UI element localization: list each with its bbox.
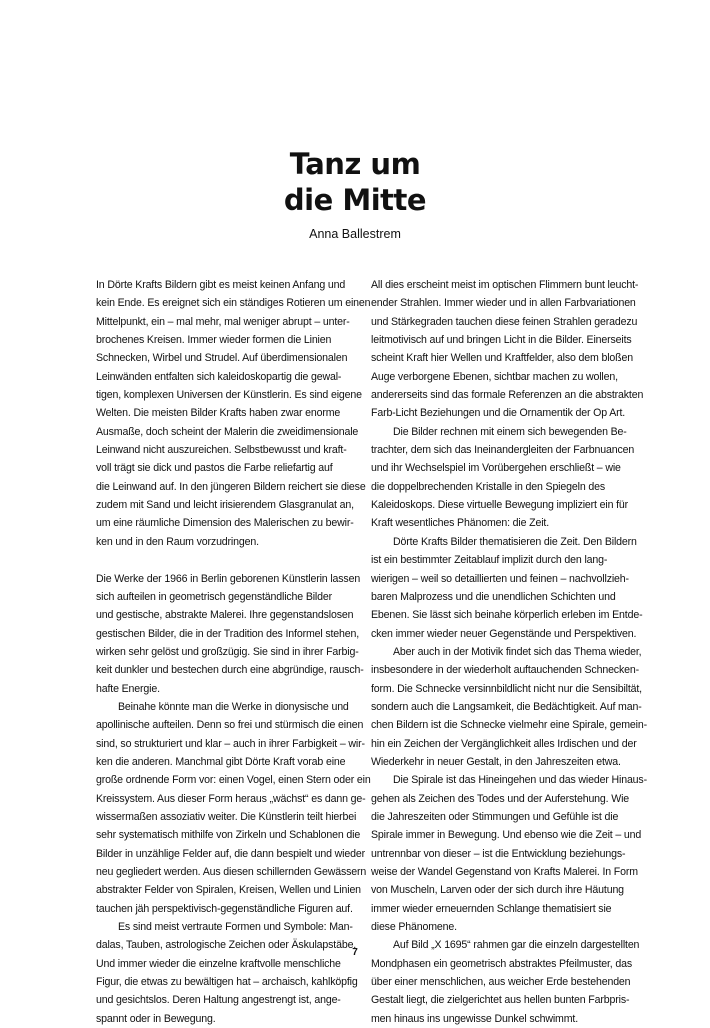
left-text-column <box>96 276 371 1028</box>
text-line: Die Bilder rechnen mit einem sich bewegenden Be- <box>393 425 627 438</box>
text-line: sondern auch die Langsamkeit, die Bedächtigkeit. Auf man- <box>371 700 642 713</box>
text-line: brochenes Kreisen. Immer wieder formen die Linien <box>96 334 332 347</box>
text-line: Dörte Krafts Bilder thematisieren die Zeit. Den Bildern <box>393 535 637 548</box>
text-line: Mittelpunkt, ein – mal mehr, mal weniger abrupt – unter- <box>96 315 350 328</box>
text-line: sich aufteilen in geometrisch gegenständliche Bilder <box>96 590 333 603</box>
text-line: und Stärkegraden tauchen diese feinen Strahlen geradezu <box>371 315 638 328</box>
text-line: Und immer wieder die einzelne kraftvolle menschliche <box>96 957 341 970</box>
text-line: dalas, Tauben, astrologische Zeichen oder Äskulapstäbe. <box>96 939 357 952</box>
text-line: kein Ende. Es ereignet sich ein ständiges Rotieren um einen <box>96 297 371 310</box>
text-line: abstrakter Felder von Spiralen, Kreisen, Wellen und Linien <box>96 884 361 897</box>
text-line: trachter, dem sich das Ineinandergleiten der Farbnuancen <box>371 444 635 457</box>
text-line: gehen als Zeichen des Todes und der Auferstehung. Wie <box>371 792 630 805</box>
paragraph <box>371 533 646 643</box>
text-line: Beinahe könnte man die Werke in dionysische und <box>118 700 349 713</box>
paragraph <box>96 570 371 698</box>
article-title-line-2: die Mitte <box>283 183 427 217</box>
page-number: 7 <box>352 947 358 958</box>
text-line: hin ein Zeichen der Vergänglichkeit alles Irdischen und der <box>371 737 637 750</box>
text-line: die Jahreszeiten oder Stimmungen und Gefühle ist die <box>371 810 619 823</box>
text-line: um eine räumliche Dimension des Malerischen zu bewir- <box>96 517 354 530</box>
text-line: spannt oder in Bewegung. <box>96 1012 216 1025</box>
text-line: wierigen – weil so detaillierten und feinen – nachvollzieh- <box>371 572 629 585</box>
text-line: weise der Wandel Gegenstand von Krafts Malerei. In Form <box>371 866 638 878</box>
paragraph-gap <box>96 551 371 569</box>
text-line: In Dörte Krafts Bildern gibt es meist keinen Anfang und <box>96 279 346 291</box>
text-line: Kaleidoskops. Diese virtuelle Bewegung impliziert ein für <box>371 499 629 512</box>
text-line: ken die anderen. Manchmal gibt Dörte Kraft vorab eine <box>96 755 346 768</box>
text-line: Kreissystem. Aus dieser Form heraus „wächst“ es dann ge- <box>96 792 366 805</box>
text-line: men hinaus ins ungewisse Dunkel schwimmt. <box>371 1012 578 1025</box>
text-line: apollinische aufteilen. Denn so frei und stürmisch die einen <box>96 719 364 732</box>
text-line: form. Die Schnecke versinnbildlicht nicht nur die Sensibiltät, <box>371 682 642 695</box>
text-line: die Leinwand auf. In den jüngeren Bildern reichert sie diese <box>96 480 366 493</box>
text-line: cken immer wieder neuer Gegenstände und Perspektiven. <box>371 627 637 640</box>
text-line: tigen, komplexen Universen der Künstlerin. Es sind eigene <box>96 389 362 402</box>
text-line: chen Bildern ist die Schnecke vielmehr eine Spirale, gemein- <box>371 719 648 732</box>
article-author: Anna Ballestrem <box>309 227 401 241</box>
text-line: Die Spirale ist das Hineingehen und das wieder Hinaus- <box>393 774 647 787</box>
text-line: untrennbar von dieser – ist die Entwicklung beziehungs- <box>371 847 626 860</box>
text-line: und gesichtslos. Deren Haltung angestrengt ist, ange- <box>96 994 341 1007</box>
right-text-column <box>371 276 646 1028</box>
text-line: wirken sehr gelöst und großzügig. Sie sind in ihrer Farbig- <box>96 645 359 658</box>
paragraph <box>371 423 646 533</box>
paragraph <box>371 771 646 936</box>
text-line: Leinwänden entfalten sich kaleidoskopartig die gewal- <box>96 370 342 383</box>
text-line: baren Malprozess und die unendlichen Schichten und <box>371 590 616 603</box>
text-line: andererseits sind das formale Referenzen an die abstrakten <box>371 389 644 402</box>
text-line: scheint Kraft hier Wellen und Kraftfelder, also dem bloßen <box>371 352 633 365</box>
paragraph <box>96 698 371 918</box>
text-line: Ebenen. Sie lässt sich beinahe körperlich erleben im Entde- <box>371 609 643 622</box>
text-line: Figur, die etwas zu bewältigen hat – archaisch, kahlköpfig <box>96 976 358 989</box>
text-line: Leinwand nicht auszureichen. Selbstbewusst und kraft- <box>96 444 347 457</box>
text-line: All dies erscheint meist im optischen Flimmern bunt leucht- <box>371 279 639 291</box>
text-line: Kraft wesentliches Phänomen: die Zeit. <box>371 517 550 530</box>
text-line: gestischen Bilder, die in der Tradition des Informel stehen, <box>96 627 360 640</box>
text-line: diese Phänomene. <box>371 921 457 934</box>
text-line: immer wieder erneuernden Schlange thematisiert sie <box>371 902 612 915</box>
text-line: wissermaßen assoziativ weiter. Die Künstlerin teilt hierbei <box>96 810 357 823</box>
paragraph <box>96 276 371 551</box>
article-title-line-1: Tanz um <box>289 147 421 181</box>
text-line: Welten. Die meisten Bilder Krafts haben zwar enorme <box>96 407 341 420</box>
text-line: über einer menschlichen, aus weicher Erde bestehenden <box>371 976 631 989</box>
text-line: tauchen jäh perspektivisch-gegenständliche Figuren auf. <box>96 902 353 915</box>
text-line: voll trägt sie dick und pastos die Farbe reliefartig auf <box>96 462 333 475</box>
text-line: sehr systematisch mithilfe von Zirkeln und Schablonen die <box>96 829 361 842</box>
text-line: keit dunkler und bestechen durch eine abgründige, rausch- <box>96 664 364 677</box>
text-line: von Muscheln, Larven oder der sich durch ihre Häutung <box>371 884 624 897</box>
paragraph <box>371 643 646 771</box>
text-line: ist ein bestimmter Zeitablauf implizit durch den lang- <box>371 554 608 567</box>
text-line: Mondphasen ein geometrisch abstraktes Pfeilmuster, das <box>371 957 633 970</box>
text-line: und ihr Wechselspiel im Vorübergehen erschließt – wie <box>371 462 621 475</box>
text-line: leitmotivisch auf und bringen Licht in die Bilder. Einerseits <box>371 334 632 347</box>
text-line: ender Strahlen. Immer wieder und in allen Farbvariationen <box>371 297 636 310</box>
text-line: und gestische, abstrakte Malerei. Ihre gegenstandslosen <box>96 609 354 622</box>
paragraph <box>96 918 371 1028</box>
text-line: Gestalt liegt, die zielgerichtet aus hellen bunten Farbpris- <box>371 994 630 1007</box>
text-line: Farb-Licht Beziehungen und die Ornamentik der Op Art. <box>371 407 626 420</box>
text-line: Wiederkehr in neuer Gestalt, in den Jahreszeiten etwa. <box>371 755 621 768</box>
text-line: Bilder in unzählige Felder auf, die dann bespielt und wieder <box>96 847 365 860</box>
paragraph <box>371 276 646 423</box>
text-line: neu gegliedert werden. Aus diesen schillernden Gewässern <box>96 866 367 878</box>
text-line: zudem mit Sand und leicht irisierendem Glasgranulat an, <box>96 499 354 512</box>
text-line: die doppelbrechenden Kristalle in den Spiegeln des <box>371 480 605 493</box>
text-line: Aber auch in der Motivik findet sich das Thema wieder, <box>393 645 642 658</box>
text-line: ken und in den Raum vorzudringen. <box>96 535 259 548</box>
text-line: hafte Energie. <box>96 682 160 695</box>
text-line: Die Werke der 1966 in Berlin geborenen Künstlerin lassen <box>96 572 361 585</box>
text-line: Ausmaße, doch scheint der Malerin die zweidimensionale <box>96 425 359 438</box>
text-line: große ordnende Form vor: einen Vogel, einen Stern oder ein <box>96 774 371 787</box>
text-line: Schnecken, Wirbel und Strudel. Auf überdimensionalen <box>96 352 348 365</box>
text-line: Spirale immer in Bewegung. Und ebenso wie die Zeit – und <box>371 829 642 842</box>
text-line: insbesondere in der wiederholt auftauchenden Schnecken- <box>371 664 639 677</box>
text-line: sind, so strukturiert und klar – auch in ihrer Farbigkeit – wir- <box>96 737 365 750</box>
text-line: Auge verborgene Ebenen, sichtbar machen zu wollen, <box>371 370 618 383</box>
text-line: Auf Bild „X 1695“ rahmen gar die einzeln dargestellten <box>393 939 640 952</box>
text-line: Es sind meist vertraute Formen und Symbole: Man- <box>118 921 353 934</box>
